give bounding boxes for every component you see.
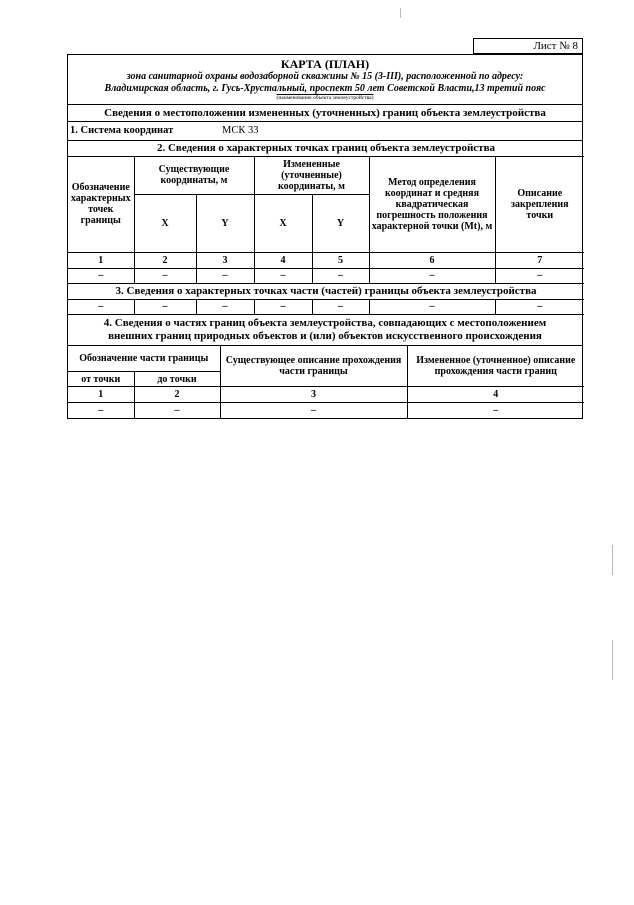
table-cell: – [495, 299, 584, 314]
table-cell: – [196, 268, 254, 283]
table-cell: – [220, 403, 407, 418]
coordinate-system-row [68, 122, 582, 141]
column-number: 3 [196, 252, 254, 268]
scan-mark-right-1 [612, 545, 613, 575]
table-row [68, 299, 584, 314]
table-cell: – [369, 299, 495, 314]
table-cell: – [369, 268, 495, 283]
table-cell: – [495, 268, 584, 283]
table-cell: – [134, 268, 196, 283]
table-cell: – [196, 299, 254, 314]
column-number: 7 [495, 252, 584, 268]
table-cell: – [68, 299, 134, 314]
column-numbers-row [68, 387, 584, 403]
table-cell: – [134, 299, 196, 314]
header-from-point: от точки [68, 372, 134, 387]
header-changed-y: Y [312, 194, 369, 252]
table-cell: – [68, 268, 134, 283]
column-number: 5 [312, 252, 369, 268]
header-existing-x: X [134, 194, 196, 252]
column-number: 4 [407, 387, 584, 403]
table-cell: – [134, 403, 220, 418]
header-changed-coords: Измененные (уточненные) координаты, м [254, 156, 369, 194]
form-title: КАРТА (ПЛАН) [280, 57, 370, 71]
header-existing-y: Y [196, 194, 254, 252]
section3-title: 3. Сведения о характерных точках части (частей) границы объекта землеустройства [68, 283, 584, 299]
scan-mark-right-2 [612, 640, 613, 680]
column-number: 1 [68, 252, 134, 268]
boundary-parts-table [68, 346, 584, 418]
sheet-number: Лист № 8 [473, 38, 583, 54]
table-cell: – [312, 268, 369, 283]
column-number: 2 [134, 252, 196, 268]
table-cell: – [254, 268, 312, 283]
section2-title: 2. Сведения о характерных точках границ объекта землеустройства [68, 141, 584, 156]
column-numbers-row [68, 252, 584, 268]
header-changed-x: X [254, 194, 312, 252]
points-table [68, 141, 584, 315]
header-method: Метод определения координат и средняя квадратическая погрешность положения характерной точки (Mt), м [369, 156, 495, 252]
table-cell: – [254, 299, 312, 314]
header-to-point: до точки [134, 372, 220, 387]
coordinate-system-label: 1. Система координат [70, 125, 174, 136]
form-header [68, 55, 582, 105]
table-row [68, 268, 584, 283]
column-number: 1 [68, 387, 134, 403]
section4-title-line1: 4. Сведения о частях границ объекта землеустройства, совпадающих с местоположением [103, 316, 547, 329]
column-number: 6 [369, 252, 495, 268]
header-existing-coords: Существующие координаты, м [134, 156, 254, 194]
table-row [68, 403, 584, 418]
header-existing-description: Существующее описание прохождения части границы [220, 346, 407, 387]
coordinate-system-value: МСК 33 [222, 125, 259, 136]
header-point-designation: Обозначение характерных точек границы [68, 156, 134, 252]
table-cell: – [68, 403, 134, 418]
column-number: 3 [220, 387, 407, 403]
scan-mark-top [400, 8, 401, 18]
section1-title: Сведения о местоположении измененных (уточненных) границ объекта землеустройства [68, 105, 582, 122]
header-part-designation: Обозначение части границы [68, 346, 220, 372]
column-number: 4 [254, 252, 312, 268]
map-plan-form [67, 54, 583, 419]
section4-title-line2: внешних границ природных объектов и (или) объектов искусственного происхождения [108, 329, 542, 342]
object-description-line1: зона санитарной охраны водозаборной скважины № 15 (3-III), расположенной по адресу: [126, 71, 524, 82]
header-point-description: Описание закрепления точки [495, 156, 584, 252]
object-description-line2: Владимирская область, г. Гусь-Хрустальный, проспект 50 лет Советской Власти,13 третий пояс [104, 83, 546, 94]
column-number: 2 [134, 387, 220, 403]
header-changed-description: Измененное (уточненное) описание прохождения части границ [407, 346, 584, 387]
table-cell: – [407, 403, 584, 418]
table-cell: – [312, 299, 369, 314]
section4-title [68, 315, 582, 346]
object-name-note: (наименование объекта землеустройства) [276, 95, 374, 101]
